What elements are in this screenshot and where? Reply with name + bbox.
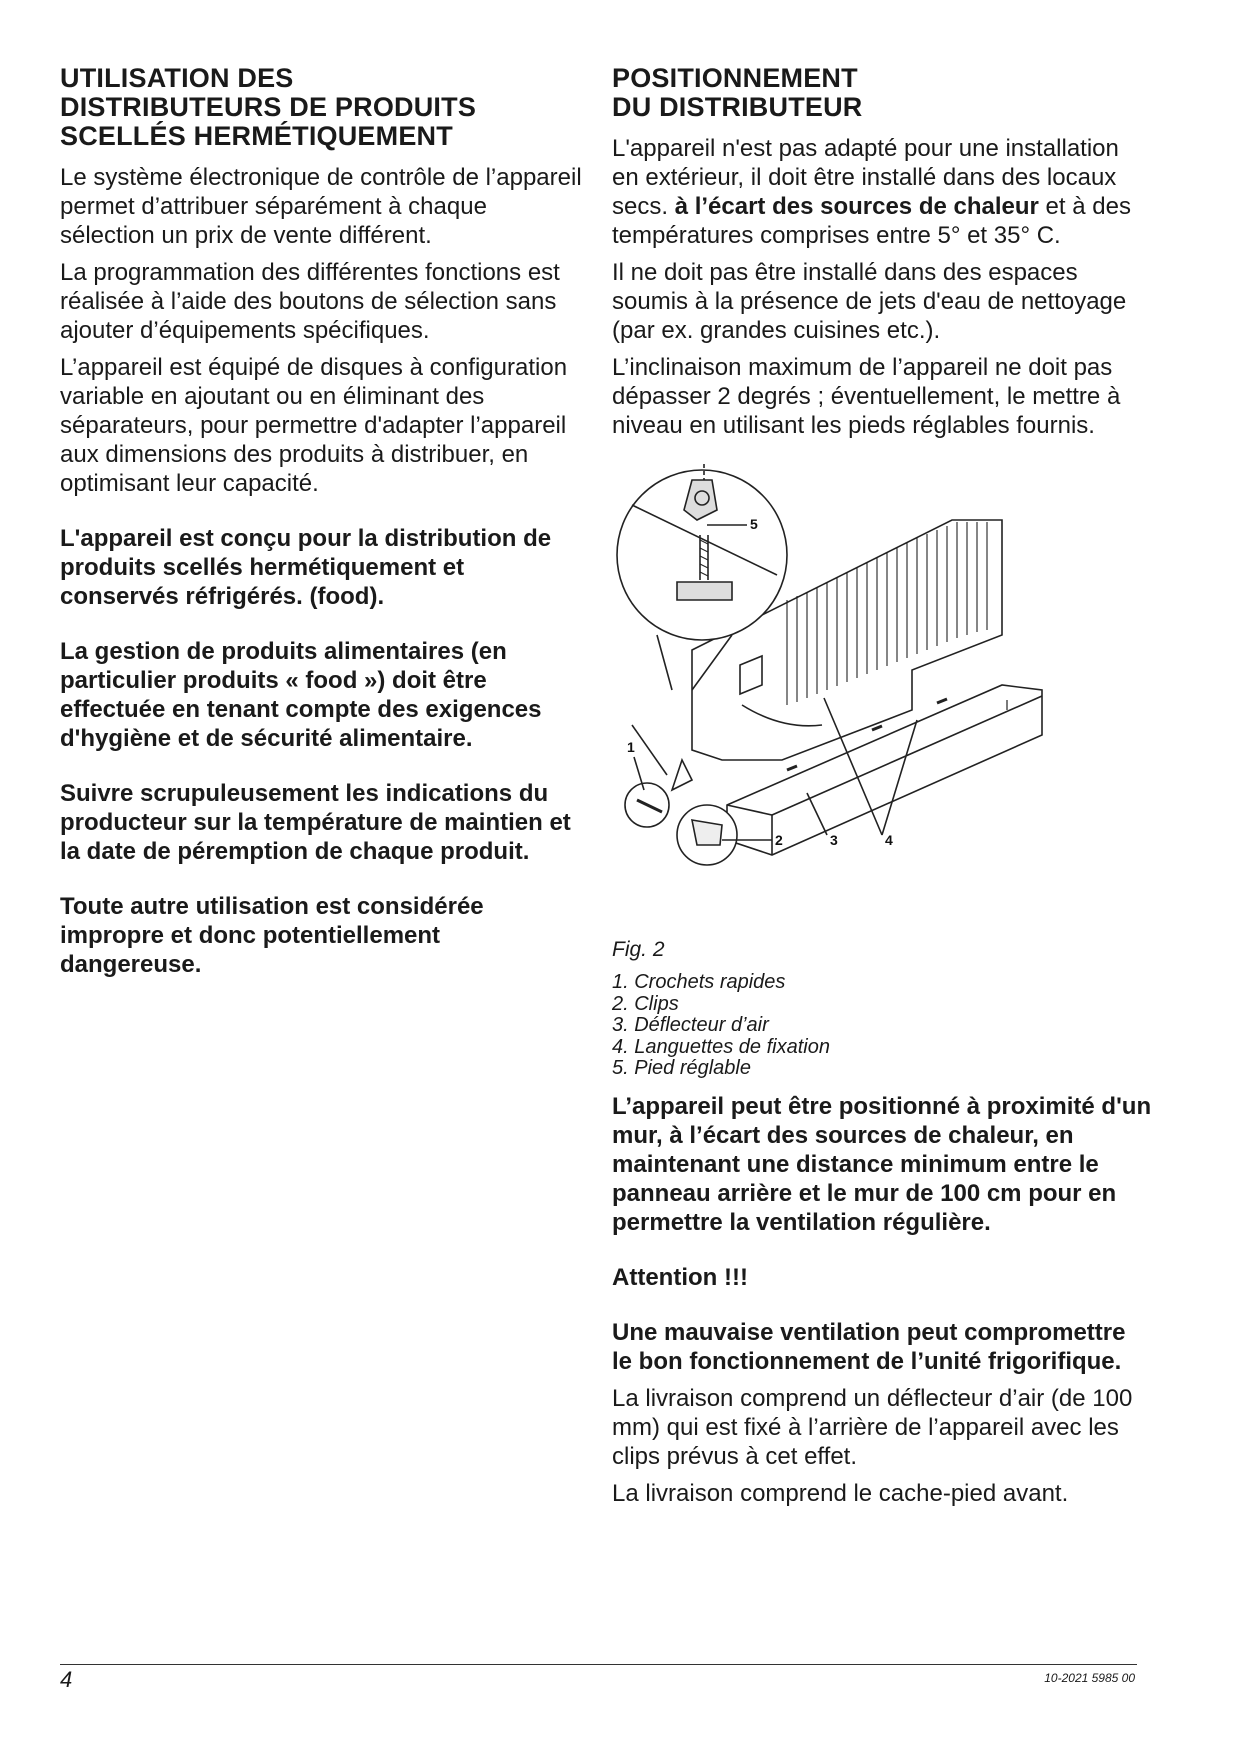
attention-heading: Attention !!! (612, 1263, 748, 1291)
paragraph-follow-instructions: Suivre scrupuleusement les indications du producteur sur la température de maintien et la date de péremption de chaque produit. (60, 780, 571, 865)
paragraph-designed-for: L'appareil est conçu pour la distribution de produits scellés hermétiquement et conservés réfrigérés. (food). (60, 525, 552, 610)
footer-divider (60, 1664, 1137, 1665)
document-code: 10-2021 5985 00 (1044, 1671, 1135, 1685)
section-title-positioning: POSITIONNEMENT DU DISTRIBUTEUR (612, 63, 863, 122)
dispenser-drawing (612, 460, 1092, 930)
paragraph-foot-cover: La livraison comprend le cache-pied avant. (612, 1479, 1069, 1507)
legend-item: 2. Clips (612, 992, 679, 1015)
callout-1: 1 (627, 739, 635, 755)
page-number: 4 (60, 1667, 73, 1692)
paragraph-control-system: Le système électronique de contrôle de l’appareil permet d’attribuer séparément à chaque sélection un prix de vente différent. (60, 164, 582, 249)
paragraph-inclination: L’inclinaison maximum de l’appareil ne doit pas dépasser 2 degrés ; éventuellement, le mettre à niveau en utilisant les pieds réglables fournis. (612, 354, 1121, 439)
paragraph-disks: L’appareil est équipé de disques à configuration variable en ajoutant ou en éliminant des séparateurs, pour permettre d'adapter l’appareil aux dimensions des produits à distribuer, en optimisant leur capacité. (60, 354, 568, 497)
paragraph-air-deflector: La livraison comprend un déflecteur d’air (de 100 mm) qui est fixé à l’arrière de l’appareil avec les clips prévus à cet effet. (612, 1384, 1133, 1470)
callout-2: 2 (775, 832, 783, 848)
legend-item: 4. Languettes de fixation (612, 1035, 830, 1058)
legend-item: 5. Pied réglable (612, 1057, 751, 1079)
legend-item: 3. Déflecteur d’air (612, 1014, 769, 1036)
paragraph-programming: La programmation des différentes fonctions est réalisée à l’aide des boutons de sélection sans ajouter d’équipements spécifiques. (60, 259, 560, 344)
callout-5: 5 (750, 516, 758, 532)
paragraph-wall-distance: L’appareil peut être positionné à proximité d'un mur, à l’écart des sources de chaleur, en maintenant une distance minimum entre le panneau arrière et le mur de 100 cm pour en permettre la ventilation régulière. (612, 1092, 1152, 1236)
section-title-usage: UTILISATION DES DISTRIBUTEURS DE PRODUITS SCELLÉS HERMÉTIQUEMENT (60, 63, 477, 151)
figure-caption: Fig. 2 (612, 938, 665, 961)
figure-2-diagram (612, 460, 1092, 930)
paragraph-installation: L'appareil n'est pas adapté pour une installation en extérieur, il doit être installé dans des locaux secs. à l’écart des sources de chaleur et à des températures comprises entre 5° et 35° C. (612, 135, 1131, 249)
paragraph-water-jets: Il ne doit pas être installé dans des espaces soumis à la présence de jets d'eau de nettoyage (par ex. grandes cuisines etc.). (612, 259, 1127, 344)
legend-item: 1. Crochets rapides (612, 971, 786, 993)
callout-3: 3 (830, 832, 838, 848)
paragraph-improper-use: Toute autre utilisation est considérée impropre et donc potentiellement dangereuse. (60, 893, 484, 978)
figure-legend (612, 972, 1152, 1080)
paragraph-food-hygiene: La gestion de produits alimentaires (en particulier produits « food ») doit être effectuée en tenant compte des exigences d'hygiène et de sécurité alimentaire. (60, 638, 542, 752)
left-column (60, 64, 588, 987)
right-column (612, 64, 1152, 1516)
paragraph-ventilation-warning: Une mauvaise ventilation peut compromettre le bon fonctionnement de l’unité frigorifique. (612, 1318, 1126, 1375)
callout-4: 4 (885, 832, 893, 848)
